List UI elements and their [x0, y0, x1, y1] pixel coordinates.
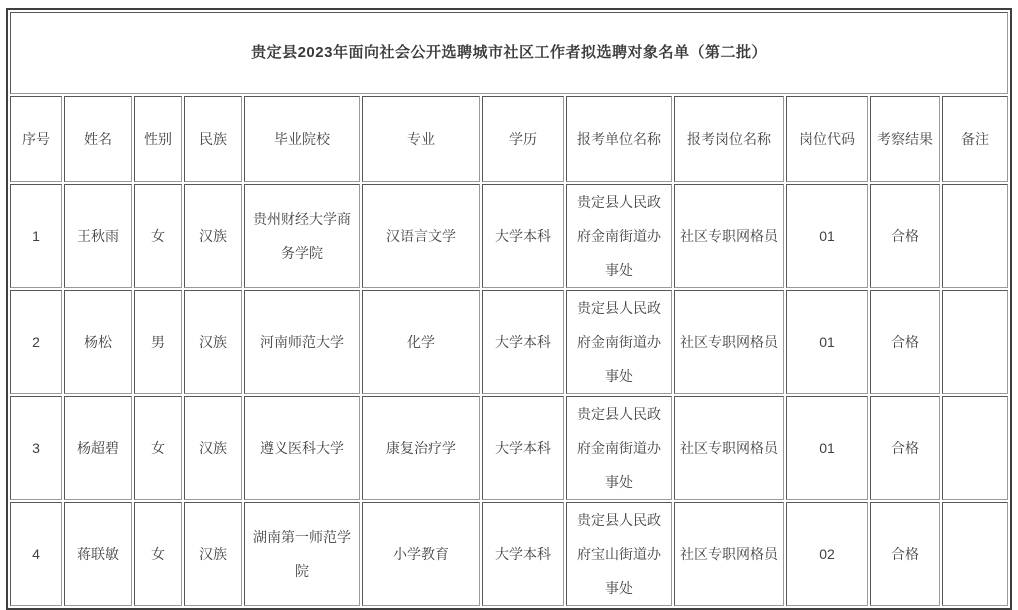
header-cell-ethnic: 民族	[184, 96, 242, 182]
cell-ethnic: 汉族	[184, 290, 242, 394]
cell-ethnic: 汉族	[184, 502, 242, 606]
cell-college: 贵州财经大学商务学院	[244, 184, 360, 288]
cell-name: 杨松	[64, 290, 132, 394]
cell-name: 蒋联敏	[64, 502, 132, 606]
cell-code: 02	[786, 502, 868, 606]
cell-code: 01	[786, 184, 868, 288]
cell-post: 社区专职网格员	[674, 502, 784, 606]
cell-result: 合格	[870, 290, 940, 394]
header-cell-xuhao: 序号	[10, 96, 62, 182]
header-cell-name: 姓名	[64, 96, 132, 182]
cell-result: 合格	[870, 184, 940, 288]
cell-remark	[942, 184, 1008, 288]
cell-gender: 女	[134, 184, 182, 288]
cell-ethnic: 汉族	[184, 184, 242, 288]
header-cell-major: 专业	[362, 96, 480, 182]
cell-degree: 大学本科	[482, 184, 564, 288]
header-cell-code: 岗位代码	[786, 96, 868, 182]
cell-gender: 女	[134, 396, 182, 500]
roster-table	[6, 8, 1012, 610]
cell-unit: 贵定县人民政府宝山街道办事处	[566, 502, 672, 606]
cell-xuhao: 4	[10, 502, 62, 606]
header-cell-college: 毕业院校	[244, 96, 360, 182]
cell-post: 社区专职网格员	[674, 396, 784, 500]
cell-unit: 贵定县人民政府金南街道办事处	[566, 290, 672, 394]
cell-ethnic: 汉族	[184, 396, 242, 500]
cell-remark	[942, 290, 1008, 394]
table-row	[10, 290, 1008, 394]
header-row	[10, 96, 1008, 182]
cell-name: 杨超碧	[64, 396, 132, 500]
header-cell-result: 考察结果	[870, 96, 940, 182]
cell-college: 河南师范大学	[244, 290, 360, 394]
cell-name: 王秋雨	[64, 184, 132, 288]
table-row	[10, 502, 1008, 606]
cell-code: 01	[786, 290, 868, 394]
cell-major: 化学	[362, 290, 480, 394]
table-row	[10, 396, 1008, 500]
cell-xuhao: 3	[10, 396, 62, 500]
header-cell-gender: 性别	[134, 96, 182, 182]
cell-major: 小学教育	[362, 502, 480, 606]
cell-unit: 贵定县人民政府金南街道办事处	[566, 184, 672, 288]
cell-xuhao: 2	[10, 290, 62, 394]
cell-code: 01	[786, 396, 868, 500]
page-title: 贵定县2023年面向社会公开选聘城市社区工作者拟选聘对象名单（第二批）	[10, 12, 1008, 94]
cell-major: 康复治疗学	[362, 396, 480, 500]
cell-post: 社区专职网格员	[674, 184, 784, 288]
cell-degree: 大学本科	[482, 396, 564, 500]
cell-result: 合格	[870, 396, 940, 500]
cell-unit: 贵定县人民政府金南街道办事处	[566, 396, 672, 500]
cell-major: 汉语言文学	[362, 184, 480, 288]
cell-gender: 女	[134, 502, 182, 606]
cell-gender: 男	[134, 290, 182, 394]
header-cell-degree: 学历	[482, 96, 564, 182]
cell-college: 湖南第一师范学院	[244, 502, 360, 606]
cell-post: 社区专职网格员	[674, 290, 784, 394]
cell-xuhao: 1	[10, 184, 62, 288]
header-cell-post: 报考岗位名称	[674, 96, 784, 182]
cell-result: 合格	[870, 502, 940, 606]
cell-college: 遵义医科大学	[244, 396, 360, 500]
cell-degree: 大学本科	[482, 290, 564, 394]
table-row	[10, 184, 1008, 288]
header-cell-unit: 报考单位名称	[566, 96, 672, 182]
title-row	[10, 12, 1008, 94]
cell-remark	[942, 396, 1008, 500]
header-cell-remark: 备注	[942, 96, 1008, 182]
cell-degree: 大学本科	[482, 502, 564, 606]
cell-remark	[942, 502, 1008, 606]
